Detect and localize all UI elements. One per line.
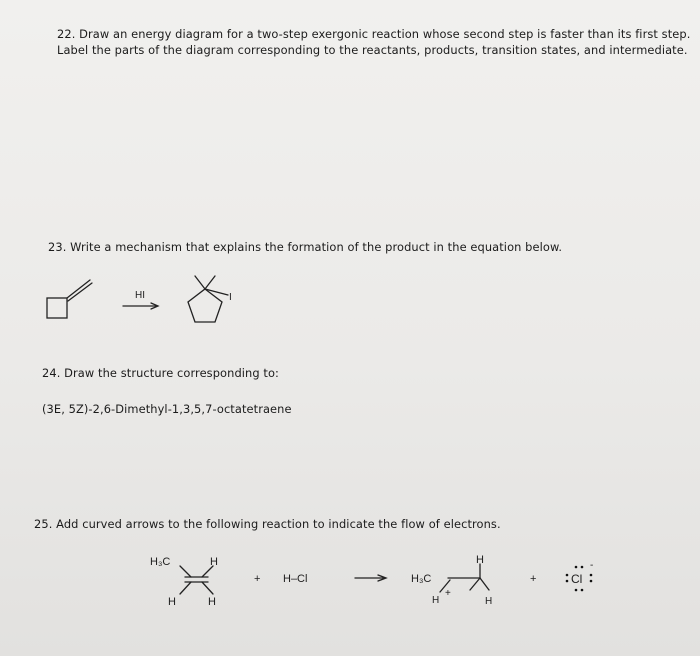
question-25-text: 25. Add curved arrows to the following reaction to indicate the flow of electrons. bbox=[34, 517, 501, 531]
question-22-line-2: Label the parts of the diagram corresponding to the reactants, products, transition states, and intermediate. bbox=[57, 43, 688, 57]
reactant-h-bottom-left: H bbox=[168, 596, 176, 608]
reactant-alkene bbox=[180, 566, 213, 594]
reagent-hcl: H–Cl bbox=[283, 573, 308, 585]
product-cyclopentane bbox=[188, 276, 228, 322]
chloride-charge: - bbox=[590, 560, 594, 571]
product-h-bottom-left: H bbox=[432, 595, 440, 606]
product-iodine: I bbox=[229, 292, 232, 303]
reactant-h-bottom-right: H bbox=[208, 596, 216, 608]
plus-sign-2: + bbox=[530, 573, 537, 585]
compound-name-text: (3E, 5Z)-2,6-Dimethyl-1,3,5,7-octatetraene bbox=[42, 402, 292, 416]
carbocation-charge: + bbox=[445, 588, 451, 599]
question-22-line-1: 22. Draw an energy diagram for a two-step exergonic reaction whose second step is faster than its first step. bbox=[57, 27, 691, 41]
product-h-top: H bbox=[476, 554, 484, 566]
reagent-hi: HI bbox=[135, 290, 145, 301]
question-24-text: 24. Draw the structure corresponding to: bbox=[42, 366, 279, 380]
reactant-h-top: H bbox=[210, 556, 218, 568]
product-h3c: H₃C bbox=[411, 573, 432, 585]
product-h-bottom-right: H bbox=[485, 596, 493, 607]
question-23-text: 23. Write a mechanism that explains the formation of the product in the equation below. bbox=[48, 240, 563, 254]
chloride-anion: Cl bbox=[571, 572, 583, 586]
reactant-methylenecyclobutane bbox=[47, 280, 92, 318]
reaction-arrow-25 bbox=[355, 575, 386, 581]
plus-sign-1: + bbox=[254, 573, 261, 585]
reaction-arrow-23 bbox=[123, 303, 158, 309]
reactant-h3c: H₃C bbox=[150, 556, 171, 568]
